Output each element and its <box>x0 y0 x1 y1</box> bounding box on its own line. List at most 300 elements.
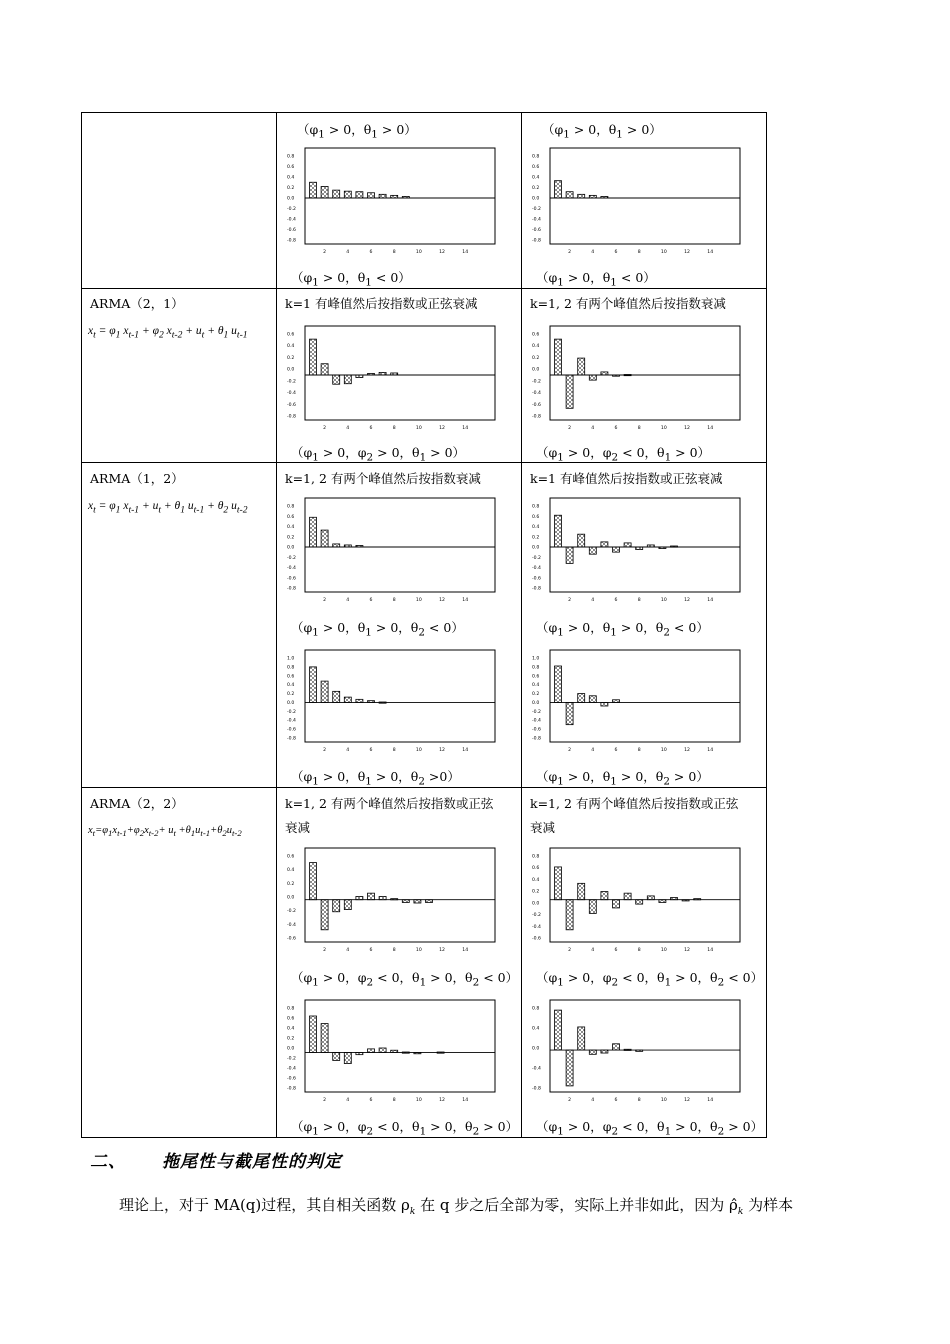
acf-bar <box>647 896 654 900</box>
y-tick-label: -0.2 <box>532 555 541 561</box>
acf-bar <box>671 898 678 900</box>
acf-chart <box>528 846 748 960</box>
y-tick-label: -0.6 <box>287 936 296 942</box>
acf-bar <box>578 358 585 375</box>
y-tick-label: 0.2 <box>532 535 540 541</box>
y-tick-label: -0.6 <box>532 936 541 942</box>
x-tick-label: 4 <box>591 250 595 255</box>
acf-bar <box>333 544 340 547</box>
section-title: 拖尾性与截尾性的判定 <box>162 1152 342 1172</box>
acf-bar <box>368 1049 375 1053</box>
x-tick-label: 10 <box>415 426 422 431</box>
plot-frame <box>305 848 495 942</box>
x-tick-label: 4 <box>591 426 595 431</box>
section-number: 二、 <box>90 1152 126 1172</box>
y-tick-label: 0.8 <box>532 1006 540 1012</box>
x-tick-label: 10 <box>660 948 667 953</box>
x-tick-label: 14 <box>462 426 469 431</box>
x-tick-label: 12 <box>439 948 445 953</box>
acf-bar <box>414 1052 421 1053</box>
acf-bar <box>310 339 317 375</box>
acf-bar <box>310 1016 317 1052</box>
x-tick-label: 4 <box>591 1098 595 1103</box>
x-tick-label: 8 <box>637 250 641 255</box>
x-tick-label: 2 <box>568 250 572 255</box>
x-tick-label: 10 <box>415 1098 422 1103</box>
x-tick-label: 6 <box>614 748 618 753</box>
x-tick-label: 8 <box>637 598 641 603</box>
x-tick-label: 4 <box>346 748 350 753</box>
x-tick-label: 10 <box>660 426 667 431</box>
x-tick-label: 2 <box>323 426 327 431</box>
x-tick-label: 10 <box>660 250 667 255</box>
y-tick-label: -0.6 <box>287 1076 296 1082</box>
acf-chart <box>283 648 503 760</box>
acf-bar <box>310 517 317 547</box>
x-tick-label: 12 <box>439 598 445 603</box>
y-tick-label: -0.8 <box>287 586 296 592</box>
model-name: ARMA（1，2） <box>90 471 184 486</box>
y-tick-label: -0.6 <box>287 228 296 233</box>
x-tick-label: 8 <box>392 598 396 603</box>
acf-bar <box>310 863 317 900</box>
acf-bar <box>437 1052 444 1053</box>
y-tick-label: 0.2 <box>532 186 540 191</box>
x-tick-label: 8 <box>637 426 641 431</box>
acf-bar <box>624 893 631 900</box>
acf-chart <box>283 846 503 960</box>
acf-bar <box>555 181 562 198</box>
x-tick-label: 6 <box>614 250 618 255</box>
y-tick-label: 0.6 <box>287 1016 295 1022</box>
x-tick-label: 4 <box>346 598 350 603</box>
acf-bar <box>624 374 631 375</box>
acf-bar <box>426 900 433 903</box>
x-tick-label: 4 <box>346 1098 350 1103</box>
model-formula: $x_t = \varphi_1$ $x_{t-1} + u_t + \theta_1$ $u_{t-1} + \theta_2$ $u_{t-2}$ <box>88 500 248 516</box>
y-tick-label: -0.2 <box>287 1056 296 1062</box>
acf-bar <box>402 1052 409 1053</box>
y-tick-label: -0.6 <box>532 228 541 233</box>
acf-bar <box>356 1052 363 1054</box>
acf-bar <box>391 899 398 900</box>
acf-bar <box>555 867 562 900</box>
acf-chart <box>283 998 503 1110</box>
y-tick-label: 0.2 <box>287 692 295 698</box>
x-tick-label: 8 <box>637 1098 641 1103</box>
cell-header: k=1 有峰值然后按指数或正弦衰减 <box>285 296 478 311</box>
x-tick-label: 4 <box>346 250 350 255</box>
x-tick-label: 14 <box>707 748 714 753</box>
x-tick-label: 12 <box>684 250 690 255</box>
acf-bar <box>344 191 351 198</box>
acf-bar <box>356 545 363 547</box>
y-tick-label: 0.8 <box>532 154 540 160</box>
x-tick-label: 2 <box>323 1098 327 1103</box>
acf-bar <box>356 699 363 702</box>
acf-bar <box>333 1052 340 1060</box>
y-tick-label: 0.4 <box>532 683 540 689</box>
y-tick-label: -0.4 <box>287 566 296 571</box>
x-tick-label: 12 <box>684 426 690 431</box>
acf-bar <box>321 681 328 702</box>
acf-bar <box>555 339 562 375</box>
acf-bar <box>356 192 363 198</box>
acf-bar <box>379 1048 386 1052</box>
acf-bar <box>647 545 654 547</box>
x-tick-label: 4 <box>591 748 595 753</box>
acf-bar <box>589 547 596 554</box>
acf-bar <box>566 375 573 408</box>
y-tick-label: -0.4 <box>287 1066 296 1072</box>
y-tick-label: 0.4 <box>287 175 295 181</box>
acf-bar <box>379 702 386 703</box>
x-tick-label: 12 <box>684 748 690 753</box>
acf-bar <box>578 1027 585 1050</box>
model-formula: $x_t=\varphi_1x_{t-1}+\varphi_2x_{t-2}+ u_t +\theta_1u_{t-1}+\theta_2u_{t-2}$ <box>88 825 242 839</box>
cell-header: （$\varphi_1 > 0$，$\theta_1 > 0$） <box>542 122 662 141</box>
y-tick-label: 0.0 <box>287 367 295 373</box>
x-tick-label: 2 <box>568 948 572 953</box>
y-tick-label: 0.0 <box>287 196 295 202</box>
y-tick-label: 0.6 <box>287 674 295 680</box>
acf-bar <box>402 196 409 198</box>
y-tick-label: 0.4 <box>287 344 295 350</box>
x-tick-label: 8 <box>392 1098 396 1103</box>
chart-caption: （$\varphi_1 > 0$，$\theta_1 > 0$，$\theta_2 >0$） <box>291 769 460 788</box>
acf-bar <box>321 364 328 375</box>
y-tick-label: 0.0 <box>287 700 295 706</box>
acf-bar <box>333 691 340 702</box>
y-tick-label: -0.4 <box>532 718 541 724</box>
y-tick-label: 0.4 <box>532 525 540 530</box>
x-tick-label: 10 <box>660 598 667 603</box>
acf-bar <box>333 375 340 384</box>
y-tick-label: 0.2 <box>287 535 295 541</box>
y-tick-label: -0.4 <box>287 922 296 928</box>
y-tick-label: 0.0 <box>532 1046 540 1052</box>
x-tick-label: 8 <box>392 748 396 753</box>
acf-bar <box>356 375 363 378</box>
cell-header: k=1, 2 有两个峰值然后按指数衰减 <box>285 471 481 486</box>
y-tick-label: 0.6 <box>532 332 540 338</box>
x-tick-label: 12 <box>684 1098 690 1103</box>
acf-chart <box>528 648 748 760</box>
acf-bar <box>578 883 585 899</box>
x-tick-label: 2 <box>568 598 572 603</box>
y-tick-label: 0.0 <box>532 367 540 373</box>
x-tick-label: 6 <box>369 948 373 953</box>
x-tick-label: 6 <box>369 426 373 431</box>
chart-caption: （$\varphi_1 > 0$，$\varphi_2 < 0$，$\theta_1 > 0$，$\theta_2 > 0$） <box>291 1119 519 1138</box>
acf-bar <box>414 900 421 903</box>
acf-chart <box>283 324 503 438</box>
y-tick-label: -0.4 <box>287 718 296 724</box>
y-tick-label: 0.0 <box>287 545 295 551</box>
x-tick-label: 12 <box>684 948 690 953</box>
acf-bar <box>310 667 317 703</box>
acf-bar <box>578 194 585 198</box>
acf-bar <box>333 190 340 198</box>
chart-caption: （$\varphi_1 > 0$，$\varphi_2 < 0$，$\theta_1 > 0$，$\theta_2 < 0$） <box>291 970 519 989</box>
section-heading <box>90 1147 342 1172</box>
acf-bar <box>578 694 585 703</box>
acf-bar <box>659 547 666 549</box>
y-tick-label: -0.2 <box>287 909 296 915</box>
acf-bar <box>589 1050 596 1054</box>
acf-bar <box>321 530 328 547</box>
x-tick-label: 14 <box>707 250 714 255</box>
x-tick-label: 6 <box>614 598 618 603</box>
x-tick-label: 2 <box>323 948 327 953</box>
acf-chart <box>528 146 748 262</box>
acf-bar <box>344 545 351 547</box>
y-tick-label: 0.6 <box>532 514 540 520</box>
cell-header: k=1 有峰值然后按指数或正弦衰减 <box>530 471 723 486</box>
y-tick-label: 0.6 <box>287 165 295 170</box>
y-tick-label: 0.6 <box>532 674 540 680</box>
x-tick-label: 8 <box>637 748 641 753</box>
x-tick-label: 2 <box>568 1098 572 1103</box>
chart-caption: （$\varphi_1 > 0$，$\varphi_2 < 0$，$\theta_1 > 0$） <box>536 445 711 464</box>
acf-bar <box>613 1044 620 1050</box>
y-tick-label: 0.8 <box>532 504 540 510</box>
y-tick-label: -0.8 <box>287 238 296 244</box>
acf-bar <box>379 896 386 899</box>
y-tick-label: -0.8 <box>532 238 541 244</box>
chart-caption: （$\varphi_1 > 0$，$\varphi_2 < 0$，$\theta_1 > 0$，$\theta_2 < 0$） <box>536 970 764 989</box>
x-tick-label: 4 <box>346 948 350 953</box>
y-tick-label: 0.8 <box>287 504 295 510</box>
acf-chart <box>283 496 503 610</box>
x-tick-label: 8 <box>637 948 641 953</box>
cell-header-cont: 衰减 <box>285 820 311 835</box>
acf-chart <box>283 146 503 262</box>
chart-caption: （$\varphi_1 > 0$，$\theta_1 > 0$，$\theta_2 < 0$） <box>291 620 464 639</box>
acf-bar <box>671 546 678 547</box>
acf-bar <box>682 900 689 901</box>
y-tick-label: 0.4 <box>532 175 540 181</box>
acf-bar <box>589 195 596 198</box>
acf-bar <box>368 373 375 375</box>
y-tick-label: 0.8 <box>287 154 295 160</box>
x-tick-label: 6 <box>614 1098 618 1103</box>
x-tick-label: 6 <box>369 250 373 255</box>
y-tick-label: 0.4 <box>532 877 540 883</box>
y-tick-label: -0.8 <box>532 1086 541 1092</box>
x-tick-label: 10 <box>415 948 422 953</box>
y-tick-label: 0.4 <box>532 1026 540 1032</box>
acf-bar <box>344 1052 351 1063</box>
y-tick-label: -0.2 <box>532 709 541 715</box>
y-tick-label: 0.4 <box>287 683 295 689</box>
acf-bar <box>344 697 351 702</box>
y-tick-label: 0.2 <box>532 889 540 895</box>
acf-bar <box>402 900 409 903</box>
y-tick-label: -0.4 <box>287 217 296 223</box>
acf-bar <box>613 900 620 908</box>
x-tick-label: 6 <box>369 748 373 753</box>
y-tick-label: 0.4 <box>287 868 295 874</box>
y-tick-label: 0.6 <box>287 854 295 860</box>
acf-bar <box>321 186 328 198</box>
acf-bar <box>624 543 631 547</box>
acf-bar <box>601 542 608 547</box>
model-name: ARMA（2，1） <box>90 296 184 311</box>
y-tick-label: 0.4 <box>287 1026 295 1032</box>
acf-bar <box>601 702 608 706</box>
y-tick-label: 0.6 <box>287 332 295 338</box>
y-tick-label: 0.2 <box>287 1036 295 1042</box>
acf-bar <box>391 1050 398 1052</box>
acf-bar <box>356 896 363 899</box>
acf-bar <box>659 900 666 903</box>
acf-chart <box>528 496 748 610</box>
x-tick-label: 12 <box>439 748 445 753</box>
x-tick-label: 12 <box>439 250 445 255</box>
y-tick-label: 0.6 <box>532 165 540 170</box>
acf-bar <box>578 534 585 547</box>
y-tick-label: -0.2 <box>287 207 296 212</box>
y-tick-label: 0.8 <box>287 1006 295 1012</box>
acf-bar <box>333 900 340 912</box>
acf-bar <box>613 375 620 376</box>
y-tick-label: -0.8 <box>532 414 541 420</box>
y-tick-label: 0.2 <box>532 355 540 361</box>
acf-bar <box>368 893 375 900</box>
y-tick-label: -0.8 <box>532 736 541 742</box>
x-tick-label: 4 <box>591 598 595 603</box>
chart-caption: （$\varphi_1 > 0$，$\theta_1 > 0$，$\theta_2 < 0$） <box>536 620 709 639</box>
x-tick-label: 2 <box>323 598 327 603</box>
acf-bar <box>391 195 398 198</box>
acf-bar <box>368 193 375 198</box>
x-tick-label: 6 <box>369 598 373 603</box>
x-tick-label: 14 <box>462 250 469 255</box>
cell-header: k=1, 2 有两个峰值然后按指数或正弦 <box>285 796 494 811</box>
y-tick-label: -0.2 <box>532 207 541 212</box>
cell-header: k=1, 2 有两个峰值然后按指数衰减 <box>530 296 726 311</box>
acf-bar <box>555 1010 562 1050</box>
x-tick-label: 6 <box>614 426 618 431</box>
x-tick-label: 12 <box>439 426 445 431</box>
y-tick-label: 0.0 <box>532 545 540 551</box>
x-tick-label: 12 <box>684 598 690 603</box>
x-tick-label: 2 <box>568 426 572 431</box>
acf-bar <box>566 192 573 198</box>
acf-bar <box>555 515 562 547</box>
cell-header: （$\varphi_1 > 0$，$\theta_1 > 0$） <box>297 122 417 141</box>
acf-bar <box>613 700 620 703</box>
acf-chart <box>528 998 748 1110</box>
y-tick-label: 0.6 <box>287 514 295 520</box>
cell-header-cont: 衰减 <box>530 820 556 835</box>
y-tick-label: -0.6 <box>287 727 296 733</box>
acf-bar <box>636 900 643 904</box>
x-tick-label: 10 <box>415 250 422 255</box>
acf-bar <box>344 375 351 384</box>
acf-bar <box>694 899 701 900</box>
acf-bar <box>613 547 620 552</box>
y-tick-label: 0.0 <box>532 901 540 907</box>
y-tick-label: 0.8 <box>532 665 540 671</box>
y-tick-label: -0.4 <box>287 391 296 397</box>
y-tick-label: 0.0 <box>287 895 295 901</box>
x-tick-label: 14 <box>462 1098 469 1103</box>
acf-bar <box>321 1024 328 1053</box>
x-tick-label: 4 <box>591 948 595 953</box>
y-tick-label: -0.8 <box>287 414 296 420</box>
y-tick-label: -0.4 <box>532 217 541 223</box>
acf-bar <box>344 900 351 910</box>
chart-caption: （$\varphi_1 > 0$，$\theta_1 > 0$，$\theta_2 > 0$） <box>536 769 709 788</box>
x-tick-label: 10 <box>415 748 422 753</box>
x-tick-label: 10 <box>660 1098 667 1103</box>
chart-caption: （$\varphi_1 > 0$，$\varphi_2 > 0$，$\theta_1 > 0$） <box>291 445 466 464</box>
y-tick-label: -0.6 <box>532 402 541 408</box>
acf-bar <box>566 900 573 930</box>
y-tick-label: -0.6 <box>532 727 541 733</box>
x-tick-label: 14 <box>462 748 469 753</box>
acf-bar <box>321 900 328 930</box>
y-tick-label: -0.2 <box>287 709 296 715</box>
y-tick-label: -0.2 <box>287 379 296 385</box>
y-tick-label: -0.2 <box>287 555 296 561</box>
acf-bar <box>566 1050 573 1086</box>
y-tick-label: -0.8 <box>287 736 296 742</box>
x-tick-label: 14 <box>707 1098 714 1103</box>
x-tick-label: 14 <box>707 598 714 603</box>
acf-bar <box>601 892 608 900</box>
acf-bar <box>379 194 386 198</box>
y-tick-label: -0.8 <box>532 586 541 592</box>
x-tick-label: 14 <box>462 598 469 603</box>
acf-bar <box>391 373 398 375</box>
y-tick-label: 0.2 <box>287 355 295 361</box>
x-tick-label: 8 <box>392 250 396 255</box>
x-tick-label: 6 <box>614 948 618 953</box>
y-tick-label: 0.8 <box>287 665 295 671</box>
y-tick-label: 0.2 <box>532 692 540 698</box>
acf-bar <box>566 547 573 563</box>
x-tick-label: 2 <box>323 748 327 753</box>
x-tick-label: 2 <box>323 250 327 255</box>
x-tick-label: 6 <box>369 1098 373 1103</box>
y-tick-label: -0.4 <box>532 1066 541 1072</box>
plot-frame <box>305 1000 495 1092</box>
y-tick-label: -0.6 <box>287 402 296 408</box>
x-tick-label: 8 <box>392 948 396 953</box>
y-tick-label: -0.2 <box>532 913 541 919</box>
y-tick-label: 0.0 <box>532 196 540 202</box>
chart-caption: （$\varphi_1 > 0$，$\theta_1 < 0$） <box>291 270 411 289</box>
acf-chart <box>528 324 748 438</box>
y-tick-label: 1.0 <box>532 656 540 662</box>
x-tick-label: 10 <box>415 598 422 603</box>
y-tick-label: 0.0 <box>287 1046 295 1052</box>
acf-bar <box>589 900 596 914</box>
x-tick-label: 14 <box>462 948 469 953</box>
acf-bar <box>624 1049 631 1050</box>
x-tick-label: 8 <box>392 426 396 431</box>
y-tick-label: 0.0 <box>532 700 540 706</box>
y-tick-label: -0.6 <box>287 576 296 582</box>
x-tick-label: 12 <box>439 1098 445 1103</box>
x-tick-label: 2 <box>568 748 572 753</box>
y-tick-label: -0.6 <box>532 576 541 582</box>
cell-header: k=1, 2 有两个峰值然后按指数或正弦 <box>530 796 739 811</box>
y-tick-label: -0.4 <box>532 566 541 571</box>
